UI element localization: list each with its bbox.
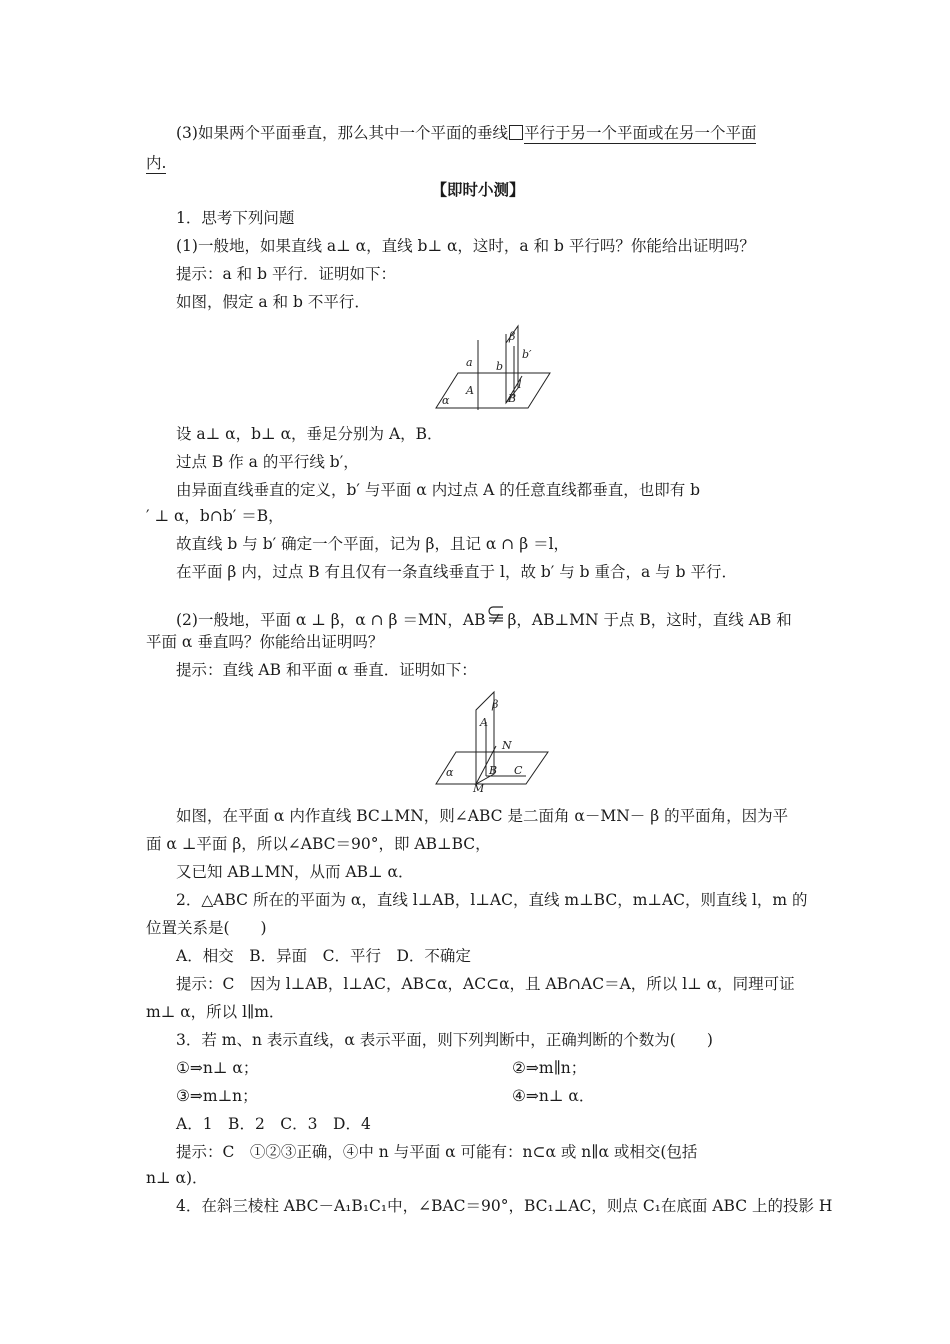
q1-assume: 如图，假定 a 和 b 不平行． (176, 293, 370, 311)
intro-answer-underlined: 平行于另一个平面或在另一个平面 (523, 124, 757, 142)
q1-step6b: 面 α ⊥平面 β，所以∠ABC＝90°，即 AB⊥BC， (146, 835, 491, 853)
q3-choice-4: ④⇒n⊥ α． (512, 1087, 595, 1105)
section-title: 【即时小测】 (431, 180, 525, 199)
q1-part2-line2: 平面 α 垂直吗？你能给出证明吗？ (146, 633, 384, 651)
fig1-label-alpha: α (442, 394, 450, 407)
fig2-label-C: C (514, 764, 523, 777)
figure-2-planes (430, 688, 560, 794)
not-subset-symbol (485, 603, 507, 631)
q1-step2: 过点 B 作 a 的平行线 b′， (176, 453, 359, 471)
intro-answer-underlined-2: 内. (146, 154, 167, 172)
fig1-label-bprime: b′ (522, 348, 532, 361)
blank-box (509, 125, 523, 140)
q3-hint-a: 提示：C ①②③正确，④中 n 与平面 α 可能有：n⊂α 或 n∥α 或相交(包括 (176, 1143, 698, 1161)
fig1-label-l: l (518, 378, 522, 391)
q1-step7: 又已知 AB⊥MN，从而 AB⊥ α． (176, 863, 414, 881)
q1-hint1: 提示：a 和 b 平行．证明如下： (176, 265, 396, 283)
fig1-label-A: A (466, 384, 474, 397)
q3-choice-2: ②⇒m∥n； (512, 1059, 587, 1077)
fig2-label-A: A (480, 716, 488, 729)
q3-stem: 3．若 m、n 表示直线，α 表示平面，则下列判断中，正确判断的个数为( ) (176, 1031, 713, 1049)
q3-choice-3: ③⇒m⊥n； (176, 1087, 258, 1105)
intro-line-2 (146, 152, 810, 174)
q1-part2-text-a: (2)一般地，平面 α ⊥ β，α ∩ β ＝MN，AB (176, 611, 486, 629)
q1-part2-text-b: β，AB⊥MN 于点 B，这时，直线 AB 和 (507, 611, 792, 629)
q1-step5: 在平面 β 内，过点 B 有且仅有一条直线垂直于 l，故 b′ 与 b 重合，a 与 b 平行． (176, 563, 737, 581)
q2-hint-b: m⊥ α，所以 l∥m． (146, 1003, 285, 1021)
q1-step1: 设 a⊥ α，b⊥ α，垂足分别为 A，B． (176, 425, 443, 443)
fig2-label-alpha: α (446, 766, 454, 779)
q3-choice-1: ①⇒n⊥ α； (176, 1059, 259, 1077)
q1-step3b: ′ ⊥ α，b∩b′ ＝B， (146, 507, 284, 525)
q4-stem: 4．在斜三棱柱 ABC－A₁B₁C₁中，∠BAC＝90°，BC₁⊥AC，则点 C₁在底面 ABC 上的投影 H (176, 1197, 833, 1215)
fig2-label-B: B (489, 764, 498, 777)
q3-options: A．1 B．2 C．3 D．4 (176, 1115, 371, 1133)
q1-hint2: 提示：直线 AB 和平面 α 垂直．证明如下： (176, 661, 477, 679)
q2-hint-a: 提示：C 因为 l⊥AB，l⊥AC，AB⊂α，AC⊂α，且 AB∩AC＝A，所以 l⊥ α，同理可证 (176, 975, 795, 993)
q1-part1: (1)一般地，如果直线 a⊥ α，直线 b⊥ α，这时，a 和 b 平行吗？你能给出证明吗？ (176, 237, 755, 255)
not-subset-svg (485, 603, 507, 625)
figure-1-planes (430, 318, 560, 414)
fig1-label-B: B (508, 392, 517, 405)
figure-2-svg (430, 688, 560, 794)
q2-stem-a: 2．△ABC 所在的平面为 α，直线 l⊥AB，l⊥AC，直线 m⊥BC，m⊥AC，则直线 l，m 的 (176, 891, 808, 909)
intro-line-1 (176, 122, 810, 144)
fig2-label-N: N (502, 739, 512, 752)
q1-step6a: 如图，在平面 α 内作直线 BC⊥MN，则∠ABC 是二面角 α－MN－ β 的平面角，因为平 (176, 807, 789, 825)
fig2-label-M: M (473, 782, 485, 794)
figure-1-svg (430, 318, 560, 414)
intro-text: (3)如果两个平面垂直，那么其中一个平面的垂线 (176, 124, 508, 142)
fig1-label-a: a (466, 356, 473, 369)
q1-step3a: 由异面直线垂直的定义，b′ 与平面 α 内过点 A 的任意直线都垂直，也即有 b (176, 481, 701, 499)
q2-stem-b: 位置关系是( ) (146, 919, 267, 937)
q2-options: A．相交 B．异面 C．平行 D．不确定 (176, 947, 471, 965)
q1-step4: 故直线 b 与 b′ 确定一个平面，记为 β，且记 α ∩ β ＝l， (176, 535, 570, 553)
q1-title: 1．思考下列问题 (176, 209, 295, 227)
fig2-label-beta: β (492, 698, 499, 711)
q3-hint-b: n⊥ α)． (146, 1169, 208, 1187)
fig1-label-beta: β (509, 330, 516, 343)
fig1-label-b: b (496, 360, 504, 373)
q1-part2-line1 (176, 603, 810, 631)
